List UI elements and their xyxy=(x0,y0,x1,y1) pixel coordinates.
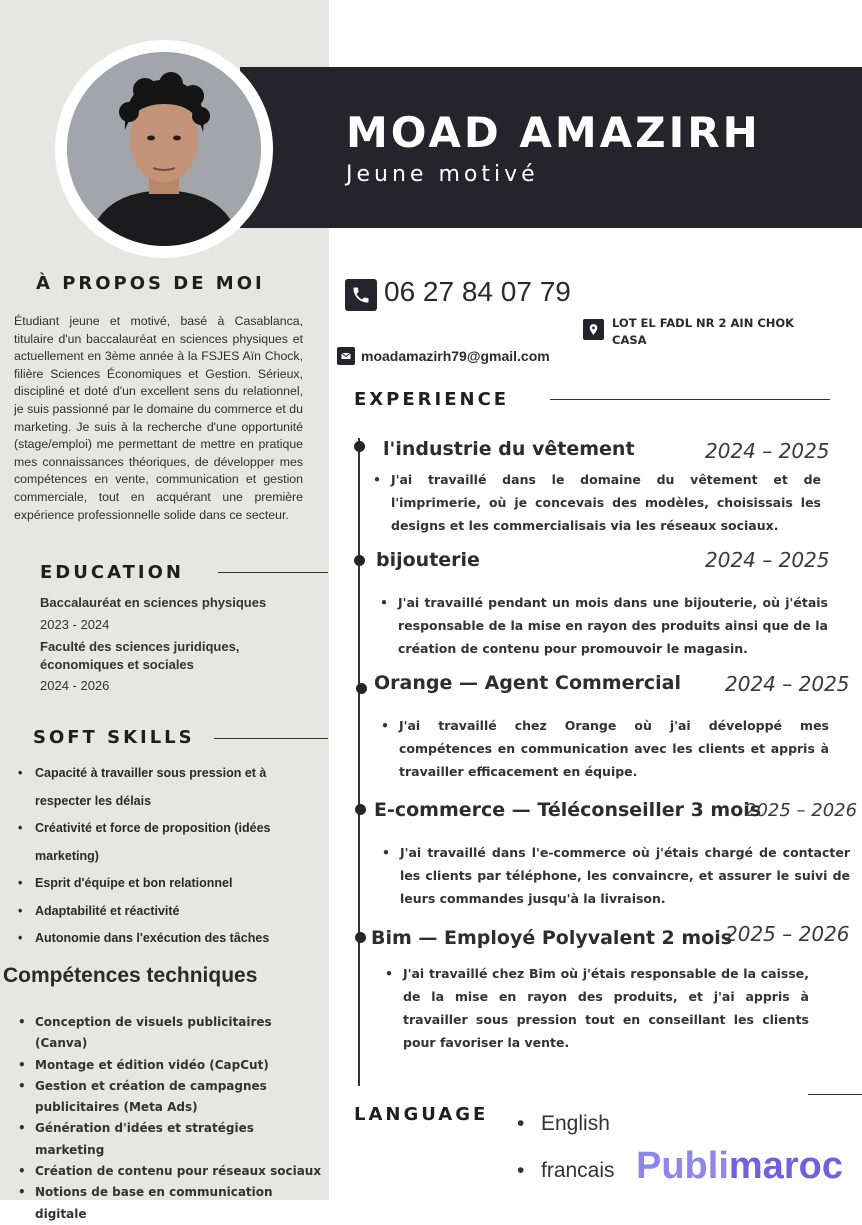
job-title: bijouterie xyxy=(376,549,480,571)
list-item: • Esprit d'équipe et bon relationnel xyxy=(18,870,318,898)
language-rule xyxy=(808,1094,862,1095)
language-title: LANGUAGE xyxy=(354,1104,489,1125)
education-title: EDUCATION xyxy=(40,562,184,583)
address: LOT EL FADL NR 2 AIN CHOK CASA xyxy=(612,316,795,347)
job-description: • J'ai travaillé chez Orange où j'ai développé mes compétences en communication avec les clients et appris à travailler efficacement en équipe. xyxy=(381,714,829,783)
list-item: • Montage et édition vidéo (CapCut) xyxy=(18,1055,323,1076)
timeline-dot xyxy=(354,441,365,452)
phone-number[interactable]: 06 27 84 07 79 xyxy=(384,276,571,307)
list-item: • Capacité à travailler sous pression et à xyxy=(18,760,318,788)
about-title: À PROPOS DE MOI xyxy=(36,273,265,294)
language-item: • English xyxy=(517,1112,610,1136)
job-title: Bim — Employé Polyvalent 2 mois xyxy=(371,927,733,949)
education-degree: Faculté des sciences juridiques, xyxy=(40,639,240,654)
education-degree: Baccalauréat en sciences physiques xyxy=(40,595,267,610)
profile-photo xyxy=(67,52,261,246)
list-item: • Création de contenu pour réseaux sociaux xyxy=(18,1161,323,1182)
timeline-dot xyxy=(355,932,366,943)
timeline-dot xyxy=(354,555,365,566)
education-years: 2023 - 2024 xyxy=(40,617,110,632)
list-item: • Gestion et création de campagnes publicitaires (Meta Ads) xyxy=(18,1076,323,1119)
list-item: respecter les délais xyxy=(35,793,152,808)
education-degree-cont: économiques et sociales xyxy=(40,657,194,672)
list-item: • Autonomie dans l'exécution des tâches xyxy=(18,925,318,953)
experience-title: EXPERIENCE xyxy=(354,389,510,410)
soft-skills-list xyxy=(18,760,318,953)
watermark-logo xyxy=(636,1145,843,1188)
phone-icon xyxy=(345,279,377,311)
job-description: • J'ai travaillé dans le domaine du vêtement et de l'imprimerie, où je concevais des modèles, choisissais les designs et les commercialisais via les réseaux sociaux. xyxy=(373,468,821,537)
job-dates: 2024 – 2025 xyxy=(725,672,850,696)
job-description: • J'ai travaillé chez Bim où j'étais responsable de la caisse, de la mise en rayon des produits, et j'ai appris à travailler sous pression tout en conseillant les clients pour favoriser la vente. xyxy=(385,962,809,1054)
soft-skills-rule xyxy=(214,738,328,739)
list-item: • Génération d'idées et stratégies marketing xyxy=(18,1118,323,1161)
about-text: Étudiant jeune et motivé, basé à Casablanca, titulaire d'un baccalauréat en sciences physiques et actuellement en 3ème année à la FSJES Aïn Chock, filière Sciences Économiques et Gestion. Sérieux, discipliné et doté d'un excellent sens du relationnel, je suis passionné par le domaine du commerce et du marketing. Je suis à la recherche d'une opportunité (stage/emploi) me permettant de mettre en pratique mes connaissances théoriques, de développer mes compétences en vente, communication et gestion commerciale, tout en acquérant une première expérience professionnelle solide dans ce secteur. xyxy=(14,314,303,522)
education-years: 2024 - 2026 xyxy=(40,678,110,693)
watermark-part: maroc xyxy=(728,1145,843,1187)
watermark-part: Publi xyxy=(636,1145,729,1187)
job-title: E-commerce — Téléconseiller 3 mois xyxy=(374,799,762,821)
full-name: MOAD AMAZIRH xyxy=(346,108,761,157)
soft-skills-title: SOFT SKILLS xyxy=(33,727,195,748)
email-icon xyxy=(337,347,355,365)
list-item: • Créativité et force de proposition (idées xyxy=(18,815,318,843)
job-dates: 2025 – 2026 xyxy=(745,800,858,821)
job-dates: 2024 – 2025 xyxy=(705,548,830,572)
list-item: • Adaptabilité et réactivité xyxy=(18,898,318,926)
email-address[interactable]: moadamazirh79@gmail.com xyxy=(361,348,550,364)
list-item: • Conception de visuels publicitaires (Canva) xyxy=(18,1012,323,1055)
tech-skills-list xyxy=(18,1012,323,1225)
experience-rule xyxy=(550,399,830,400)
education-rule xyxy=(218,572,328,573)
timeline-dot xyxy=(356,683,367,694)
language-item: • francais xyxy=(517,1159,615,1183)
tagline: Jeune motivé xyxy=(346,162,539,187)
job-dates: 2025 – 2026 xyxy=(725,922,850,946)
job-title: l'industrie du vêtement xyxy=(383,438,635,460)
list-item: marketing) xyxy=(35,848,99,863)
timeline-dot xyxy=(355,804,366,815)
tech-skills-title: Compétences techniques xyxy=(3,964,258,987)
location-icon xyxy=(583,319,604,340)
job-description: • J'ai travaillé dans l'e-commerce où j'étais chargé de contacter les clients par téléphone, les convaincre, et assurer le suivi de leurs commandes jusqu'à la livraison. xyxy=(382,841,850,910)
job-dates: 2024 – 2025 xyxy=(705,439,830,463)
list-item: • Notions de base en communication digitale xyxy=(18,1182,323,1225)
experience-timeline xyxy=(358,438,360,1086)
job-title: Orange — Agent Commercial xyxy=(374,672,681,694)
job-description: • J'ai travaillé pendant un mois dans une bijouterie, où j'étais responsable de la mise en rayon des produits ainsi que de la création de contenu pour promouvoir le magasin. xyxy=(380,591,828,660)
